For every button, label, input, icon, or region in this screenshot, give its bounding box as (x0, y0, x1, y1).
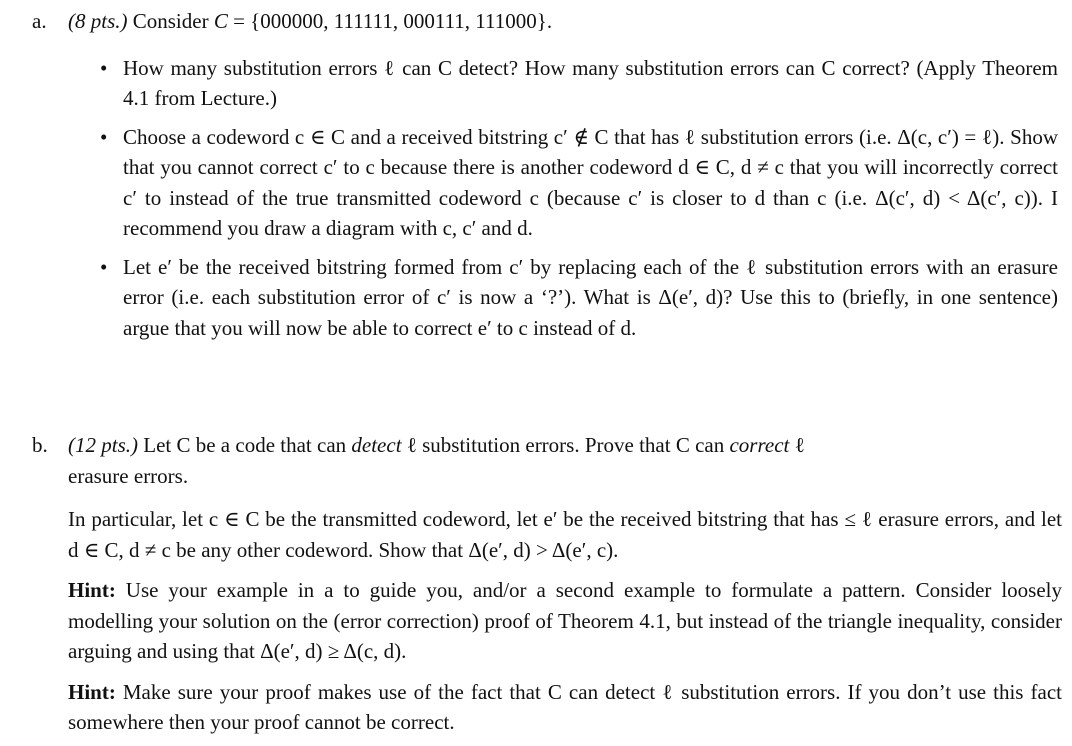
bullet-text-choose-codeword: Choose a codeword c ∈ C and a received bitstring c′ ∉ C that has ℓ substitution errors (i.e. Δ(c, c′) = ℓ). Show that you cannot correct c′ to c because there is another codeword d ∈ C, d ≠ c that you will incorrectly correct c′ to instead of the true transmitted codeword c (because c′ is closer to d than c (i.e. Δ(c′, d) < Δ(c′, c)). I recommend you draw a diagram with c, c′ and d. (123, 124, 1058, 240)
problem-b-hint-1 (32, 575, 1062, 667)
bullet-dot: • (100, 254, 108, 279)
problem-b-heading (32, 430, 1062, 461)
problem-b-intro-3: ℓ (789, 433, 805, 457)
hint-2-text: Make sure your proof makes use of the fact that C can detect ℓ substitution errors. If you don’t use this fact somewhere then your proof cannot be correct. (68, 679, 1062, 734)
bullet-text-erasure: Let e′ be the received bitstring formed from c′ by replacing each of the ℓ substitution errors with an erasure error (i.e. each substitution error of c′ is now a ‘?’). What is Δ(e′, d)? Use this to (briefly, in one sentence) argue that you will now be able to correct e′ to c instead of d. (123, 254, 1058, 340)
problem-a-intro-text: Consider (132, 9, 214, 33)
problem-b-particular: In particular, let c ∈ C be the transmitted codeword, let e′ be the received bitstring that has ≤ ℓ erasure errors, and let d ∈ C, d ≠ c be any other codeword. Show that Δ(e′, d) > Δ(e′, c). (68, 507, 1062, 562)
problem-b-intro-1: Let C be a code that can (143, 433, 352, 457)
bullet-dot: • (100, 124, 108, 149)
problem-b-correct-word: correct (729, 433, 790, 457)
bullet-item (32, 252, 1062, 344)
problem-b-intro-continuation: erasure errors. (68, 463, 189, 488)
problem-b-points: (12 pts.) (68, 433, 138, 457)
problem-a-code-symbol: C (213, 9, 228, 33)
hint-1-text: Use your example in a to guide you, and/or a second example to formulate a pattern. Consider loosely modelling your solution on the (error correction) proof of Theorem 4.1, but instead of the triangle inequality, consider arguing and using that Δ(e′, d) ≥ Δ(c, d). (68, 578, 1062, 663)
problem-a (32, 6, 1062, 351)
problem-a-heading (32, 6, 1062, 37)
problem-a-bullet-list (32, 53, 1062, 344)
problem-a-label: a. (32, 9, 47, 33)
bullet-item (32, 53, 1062, 114)
bullet-item (32, 122, 1062, 244)
problem-b-detect-word: detect (351, 433, 402, 457)
problem-a-points: (8 pts.) (68, 9, 128, 33)
hint-1-label: Hint: (68, 578, 116, 602)
problem-b (32, 430, 1062, 738)
problem-a-code-set: = {000000, 111111, 000111, 111000}. (227, 9, 553, 33)
bullet-dot: • (100, 55, 108, 80)
bullet-text-detect-correct: How many substitution errors ℓ can C detect? How many substitution errors can C correct? (Apply Theorem 4.1 from Lecture.) (123, 55, 1058, 110)
problem-b-intro-2: ℓ substitution errors. Prove that C can (401, 433, 730, 457)
hint-2-label: Hint: (68, 679, 116, 704)
problem-b-hint-2 (32, 677, 1062, 738)
problem-b-label: b. (32, 433, 48, 457)
